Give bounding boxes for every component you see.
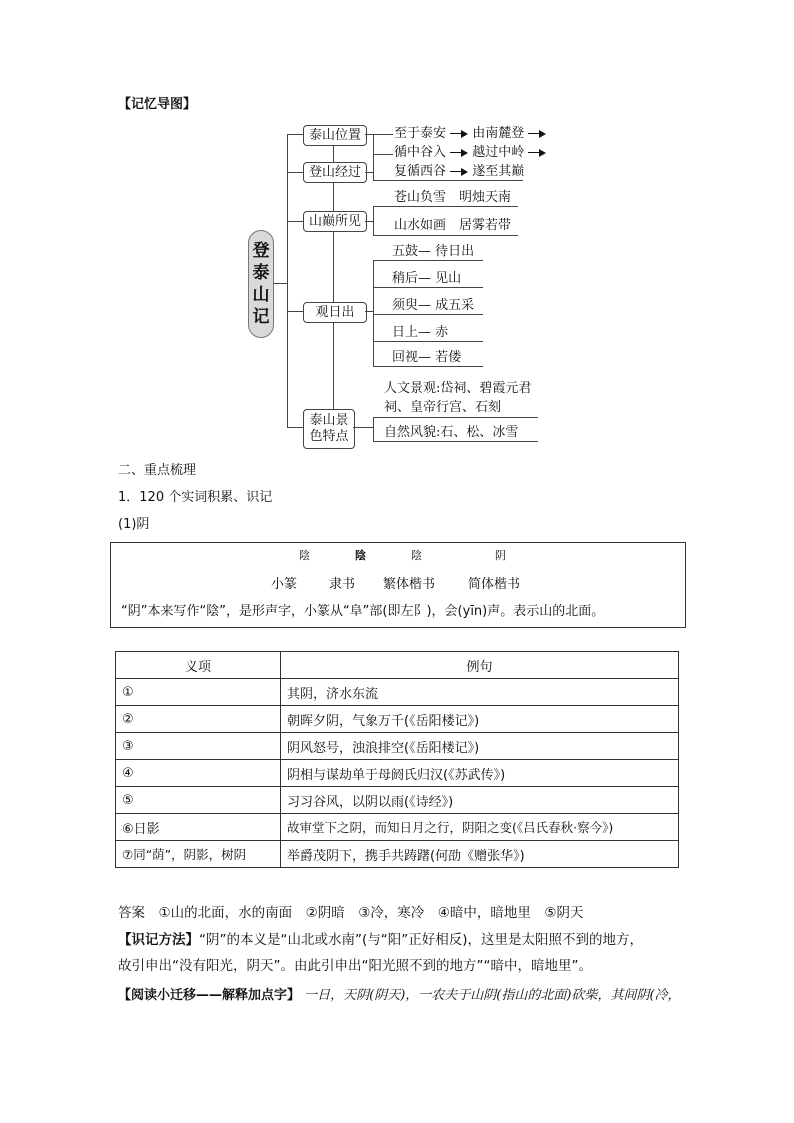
- proc-connector: [365, 172, 373, 173]
- arrow-head-icon: [461, 168, 468, 176]
- branch-4: [287, 311, 303, 312]
- sunrise-vertical: [373, 260, 374, 366]
- summit-underline-1: [373, 206, 518, 207]
- node-sunrise: 观日出: [303, 302, 367, 323]
- branch-1: [287, 134, 303, 135]
- arrow-head-icon: [461, 149, 468, 157]
- node-location: 泰山位置: [303, 125, 367, 146]
- node-summit-view: 山巅所见: [303, 211, 367, 232]
- route-branch-2: [373, 154, 393, 155]
- sunrise-time-3: 须臾: [392, 298, 419, 313]
- sunrise-underline-1: [373, 260, 483, 261]
- route-step-4: 越过中岭: [472, 145, 525, 160]
- route-vertical: [373, 134, 374, 180]
- features-line-2: 祠、皇帝行宫、石刻: [384, 400, 502, 415]
- table-cell-meaning: ③: [116, 733, 281, 760]
- root-char-2: 泰: [252, 263, 270, 283]
- sunrise-underline-2: [373, 287, 483, 288]
- sunrise-connector: [365, 311, 373, 312]
- sequence-line: [333, 144, 334, 409]
- table-row: [116, 760, 679, 787]
- features-underline-2: [373, 441, 538, 442]
- table-cell-example: 阴风怒号，浊浪排空(《岳阳楼记》): [281, 733, 679, 760]
- arrow-head-icon: [539, 149, 546, 157]
- sunrise-step-4: 日上— 赤: [392, 325, 449, 340]
- table-cell-example: 故审堂下之阴，而知日月之行，阴阳之变(《吕氏春秋·察今》): [281, 814, 679, 841]
- glyph-seal: 陰: [299, 549, 310, 562]
- method-line-2: 故引申出“没有阳光，阴天”。由此引申出“阳光照不到的地方”“暗中，暗地里”。: [118, 958, 592, 974]
- root-char-4: 记: [252, 307, 270, 327]
- migration-text: 一日，天阴(阴天)，一农夫于山阴(指山的北面)砍柴，其间阴(冷，: [304, 988, 681, 1003]
- table-cell-meaning: ②: [116, 706, 281, 733]
- sunrise-desc-1: 待日出: [435, 244, 475, 259]
- glyph-note: “阴”本来写作“陰”，是形声字，小篆从“阜”部(即左阝)，会(yīn)声。表示山的北面。: [121, 604, 605, 619]
- table-header-row: [116, 652, 679, 679]
- arrow-head-icon: [461, 130, 468, 138]
- arrow-head-icon: [539, 130, 546, 138]
- table-row: [116, 841, 679, 868]
- summit-line-1: 苍山负雪 明烛天南: [394, 190, 512, 205]
- method-text-1: “阴”的本义是“山北或水南”(与“阳”正好相反)，这里是太阳照不到的地方，: [199, 932, 643, 948]
- migration-line: [118, 984, 681, 1003]
- table-row: [116, 814, 679, 841]
- sunrise-desc-5: 若偻: [435, 350, 462, 365]
- table-cell-example: 其阴，济水东流: [281, 679, 679, 706]
- sunrise-underline-5: [373, 366, 483, 367]
- migration-label: 【阅读小迁移——解释加点字】: [118, 988, 301, 1003]
- sunrise-underline-4: [373, 341, 483, 342]
- sunrise-step-1: 五鼓— 待日出: [392, 244, 475, 259]
- route-step-2: 由南麓登: [472, 126, 525, 141]
- summit-line-2: 山水如画 居雾若带: [394, 218, 512, 233]
- sunrise-time-1: 五鼓: [392, 244, 419, 259]
- sunrise-underline-3: [373, 314, 483, 315]
- route-row-2: [394, 145, 546, 161]
- table-header-example: 例句: [281, 652, 679, 679]
- table-cell-meaning: ⑤: [116, 787, 281, 814]
- sunrise-time-5: 回视: [392, 350, 419, 365]
- table-row: [116, 706, 679, 733]
- sunrise-time-4: 日上: [392, 325, 419, 340]
- sunrise-desc-4: 赤: [435, 325, 449, 340]
- table-cell-meaning: ④: [116, 760, 281, 787]
- route-row-3: [394, 164, 524, 180]
- sunrise-step-5: 回视— 若偻: [392, 350, 462, 365]
- method-line-1: [118, 928, 643, 948]
- features-line-1: 人文景观:岱祠、碧霞元君: [384, 381, 532, 396]
- route-step-1: 至于泰安: [394, 126, 447, 141]
- section-title: 二、重点梳理: [118, 463, 197, 478]
- item-1a-title: (1)阴: [118, 517, 150, 532]
- glyph-simplified: 阴: [495, 549, 506, 562]
- answer-line: [118, 901, 584, 921]
- features-line-3: 自然风貌:石、松、冰雪: [384, 425, 519, 440]
- table-cell-meaning: ①: [116, 679, 281, 706]
- route-branch-1: [373, 134, 393, 135]
- route-step-6: 遂至其巅: [472, 164, 525, 179]
- glyph-clerical: 陰: [355, 549, 366, 562]
- style-seal: 小篆: [271, 577, 298, 592]
- route-row-1: [394, 126, 546, 142]
- table-row: [116, 733, 679, 760]
- sunrise-step-3: 须臾— 成五采: [392, 298, 475, 313]
- definition-table: [115, 651, 679, 868]
- table-cell-example: 朝晖夕阴，气象万千(《岳阳楼记》): [281, 706, 679, 733]
- features-underline-1: [373, 417, 538, 418]
- features-connector: [353, 427, 373, 428]
- answer-text: ①山的北面，水的南面 ②阴暗 ③冷，寒冷 ④暗中，暗地里 ⑤阴天: [158, 905, 584, 921]
- sunrise-step-2: 稍后— 见山: [392, 271, 462, 286]
- node-features-line-2: 色特点: [309, 429, 349, 444]
- glyph-box: [110, 542, 686, 628]
- features-vertical: [373, 417, 374, 441]
- table-cell-meaning: ⑥日影: [116, 814, 281, 841]
- root-connector: [273, 283, 287, 284]
- method-label: 【识记方法】: [118, 932, 199, 948]
- main-vertical: [287, 134, 288, 427]
- mindmap-heading: 【记忆导图】: [118, 97, 197, 112]
- branch-2: [287, 172, 303, 173]
- table-header-meaning: 义项: [116, 652, 281, 679]
- route-step-3: 循中谷入: [394, 145, 447, 160]
- sunrise-time-2: 稍后: [392, 271, 419, 286]
- sunrise-desc-2: 见山: [435, 271, 462, 286]
- route-underline: [373, 180, 523, 181]
- table-row: [116, 679, 679, 706]
- table-cell-example: 阴相与谋劫单于母阏氏归汉(《苏武传》): [281, 760, 679, 787]
- summit-underline-2: [373, 235, 518, 236]
- summit-vertical: [373, 206, 374, 236]
- route-step-5: 复循西谷: [394, 164, 447, 179]
- answer-label: 答案: [118, 905, 145, 921]
- table-row: [116, 787, 679, 814]
- table-cell-meaning: ⑦同“荫”，阴影，树阴: [116, 841, 281, 868]
- branch-3: [287, 221, 303, 222]
- root-char-1: 登: [252, 241, 270, 261]
- table-cell-example: 习习谷风，以阴以雨(《诗经》): [281, 787, 679, 814]
- table-cell-example: 举爵茂阴下，携手共踌躇(何劭《赠张华》): [281, 841, 679, 868]
- style-traditional: 繁体楷书: [383, 577, 436, 592]
- node-features-line-1: 泰山景: [309, 413, 349, 428]
- glyph-traditional: 陰: [411, 549, 422, 562]
- mindmap-root: [248, 230, 274, 338]
- root-char-3: 山: [252, 285, 270, 305]
- item-1-title: 1．120 个实词积累、识记: [118, 490, 273, 505]
- node-features: [303, 409, 355, 449]
- summit-connector: [365, 221, 373, 222]
- style-clerical: 隶书: [329, 577, 356, 592]
- style-simplified: 简体楷书: [468, 577, 521, 592]
- loc-connector: [365, 134, 373, 135]
- node-process: 登山经过: [303, 162, 367, 183]
- branch-5: [287, 427, 303, 428]
- sunrise-desc-3: 成五采: [435, 298, 475, 313]
